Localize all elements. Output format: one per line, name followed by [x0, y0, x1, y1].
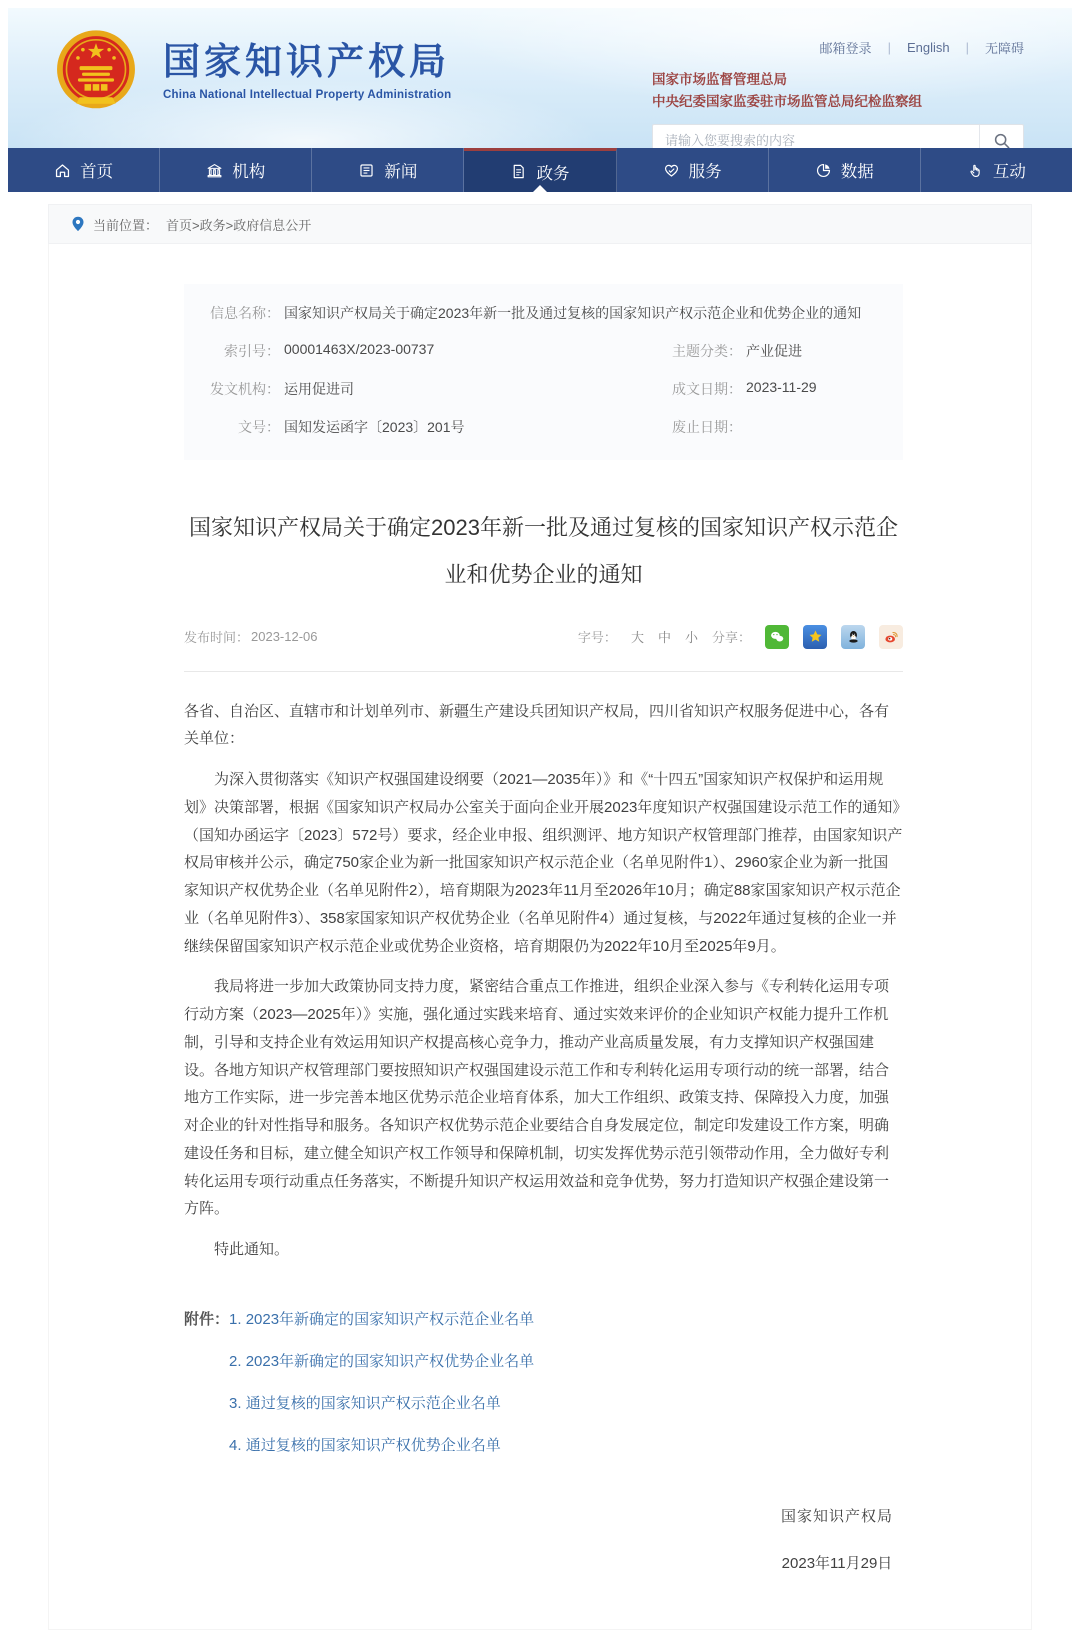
header-right [652, 38, 1024, 148]
site-titles [163, 41, 451, 102]
fontsize-small-button[interactable]: 小 [684, 630, 698, 646]
meta-label: 文号： [238, 419, 280, 435]
search-input[interactable] [653, 125, 979, 148]
org-link-samr[interactable]: 国家市场监督管理总局 [652, 72, 787, 87]
site-name-en: China National Intellectual Property Administration [163, 89, 452, 102]
meta-label: 发文机构： [210, 381, 280, 397]
share-label: 分享： [711, 630, 751, 646]
nav-item-services[interactable] [617, 148, 769, 192]
paragraph-1: 为深入贯彻落实《知识产权强国建设纲要（2021—2035年）》和《“十四五”国家知识产权保护和运用规划》决策部署，根据《国家知识产权局办公室关于面向企业开展2023年度知识产权强国建设示范工作的通知》（国知办函运字〔2023〕572号）要求，经企业申报、组织测评、地方知识产权管理部门推荐，由国家知识产权局审核并公示，确定750家企业为新一批国家知识产权示范企业（名单见附件1）、2960家企业为新一批国家知识产权优势企业（名单见附件2），培育期限为2023年11月至2026年10月；确定88家国家知识产权示范企业（名单见附件3）、358家国家知识产权优势企业（名单见附件4）通过复核，与2022年通过复核的企业一并继续保留国家知识产权示范企业或优势企业资格，培育期限仍为2022年10月至2025年9月。 [184, 771, 903, 955]
divider [184, 671, 903, 672]
attachment-link-4[interactable]: 4. 通过复核的国家知识产权优势企业名单 [229, 1436, 501, 1454]
signature-date: 2023年11月29日 [781, 1554, 893, 1572]
accessibility-link[interactable]: 无障碍 [984, 41, 1024, 56]
fontsize-label: 字号： [577, 630, 617, 646]
document-meta [184, 284, 903, 460]
main-nav [8, 148, 1072, 192]
wechat-icon[interactable] [765, 625, 789, 649]
qq-icon[interactable] [841, 625, 865, 649]
nav-label: 数据 [840, 163, 874, 181]
site-header [8, 8, 1072, 148]
nav-label: 政务 [536, 164, 570, 183]
nav-label: 服务 [688, 163, 722, 181]
org-link-discipline[interactable]: 中央纪委国家监委驻市场监管总局纪检监察组 [652, 94, 922, 110]
attachments [184, 1308, 903, 1455]
weibo-icon[interactable] [879, 625, 903, 649]
nav-item-org[interactable] [160, 148, 312, 192]
pie-chart-icon [815, 162, 832, 179]
meta-value-topic: 产业促进 [746, 343, 802, 359]
meta-value-issuer: 运用促进司 [284, 381, 354, 397]
meta-row-docno [184, 408, 903, 446]
meta-row-index [184, 332, 903, 370]
qzone-icon[interactable] [803, 625, 827, 649]
meta-label: 主题分类： [672, 343, 742, 359]
meta-label: 索引号： [224, 343, 280, 359]
nav-item-home[interactable] [8, 148, 160, 192]
nav-item-news[interactable] [312, 148, 464, 192]
attachments-label: 附件： [184, 1310, 230, 1328]
fontsize-group [578, 627, 698, 646]
meta-row-name [184, 294, 903, 332]
nav-item-data[interactable] [769, 148, 921, 192]
meta-value-index: 00001463X/2023-00737 [284, 341, 435, 357]
meta-label: 废止日期： [672, 419, 742, 435]
document-icon [510, 163, 527, 180]
location-pin-icon [71, 216, 85, 232]
nav-item-interaction[interactable] [921, 148, 1072, 192]
publish-row [184, 625, 903, 649]
breadcrumb-prefix: 当前位置： [93, 217, 159, 233]
publish-label: 发布时间： [184, 630, 250, 646]
nav-label: 互动 [992, 163, 1026, 181]
fontsize-large-button[interactable]: 大 [630, 630, 644, 646]
breadcrumb [48, 204, 1032, 244]
hand-icon [967, 162, 984, 179]
meta-value-date: 2023-11-29 [746, 379, 817, 395]
bank-icon [206, 162, 223, 179]
divider: | [887, 40, 891, 55]
meta-value-name: 国家知识产权局关于确定2023年新一批及通过复核的国家知识产权示范企业和优势企业的通知 [284, 305, 862, 321]
attachment-link-2[interactable]: 2. 2023年新确定的国家知识产权优势企业名单 [229, 1352, 535, 1370]
publish-time [184, 627, 318, 646]
signature-org: 国家知识产权局 [780, 1507, 893, 1525]
mail-login-link[interactable]: 邮箱登录 [819, 41, 872, 56]
meta-label: 信息名称： [210, 305, 280, 321]
search-box [652, 124, 1024, 148]
english-link[interactable]: English [906, 40, 950, 55]
meta-row-issuer [184, 370, 903, 408]
closing-line: 特此通知。 [214, 1241, 290, 1259]
page-title: 国家知识产权局关于确定2023年新一批及通过复核的国家知识产权示范企业和优势企业的通知 [189, 515, 898, 588]
attachment-link-3[interactable]: 3. 通过复核的国家知识产权示范企业名单 [229, 1394, 501, 1412]
home-icon [54, 162, 71, 179]
search-icon [993, 132, 1011, 148]
publish-date: 2023-12-06 [251, 629, 318, 645]
meta-value-docno: 国知发运函字〔2023〕201号 [284, 419, 465, 435]
top-links [652, 38, 1024, 57]
fontsize-medium-button[interactable]: 中 [657, 630, 671, 646]
nav-label: 首页 [80, 163, 114, 181]
attachment-list [229, 1308, 534, 1455]
site-name: 国家知识产权局 [163, 40, 450, 82]
service-icon [663, 162, 680, 179]
meta-label: 成文日期： [672, 381, 742, 397]
nav-item-government-affairs[interactable] [464, 148, 616, 192]
signature-block [781, 1505, 893, 1573]
nav-label: 新闻 [384, 163, 418, 181]
search-button[interactable] [979, 125, 1023, 148]
publish-tools [578, 625, 903, 649]
nav-label: 机构 [232, 163, 266, 181]
divider: | [965, 40, 969, 55]
site-logo[interactable] [55, 30, 451, 112]
attachment-link-1[interactable]: 1. 2023年新确定的国家知识产权示范企业名单 [229, 1310, 535, 1328]
news-icon [358, 162, 375, 179]
article-body [184, 698, 903, 1264]
share-group [712, 625, 903, 649]
content-card [48, 244, 1032, 1630]
org-links [652, 69, 1024, 114]
paragraph-2: 我局将进一步加大政策协同支持力度，紧密结合重点工作推进，组织企业深入参与《专利转化运用专项行动方案（2023—2025年）》实施，强化通过实践来培育、通过实效来评价的企业知识产权能力提升工作机制，引导和支持企业有效运用知识产权提高核心竞争力，推动产业高质量发展，有力支撑知识产权强国建设。各地方知识产权管理部门要按照知识产权强国建设示范工作和专利转化运用专项行动的统一部署，结合地方工作实际，进一步完善本地区优势示范企业培育体系，加大工作组织、政策支持、保障投入力度，加强对企业的针对性指导和服务。各知识产权优势示范企业要结合自身发展定位，制定印发建设工作方案，明确建设任务和目标，建立健全知识产权工作领导和保障机制，切实发挥优势示范引领带动作用，全力做好专利转化运用专项行动重点任务落实，不断提升知识产权运用效益和竞争优势，努力打造知识产权强企建设第一方阵。 [184, 978, 890, 1218]
national-emblem-icon [55, 30, 137, 112]
breadcrumb-path[interactable]: 首页>政务>政府信息公开 [166, 217, 312, 233]
salutation: 各省、自治区、直辖市和计划单列市、新疆生产建设兵团知识产权局，四川省知识产权服务促进中心，各有关单位： [184, 702, 890, 748]
